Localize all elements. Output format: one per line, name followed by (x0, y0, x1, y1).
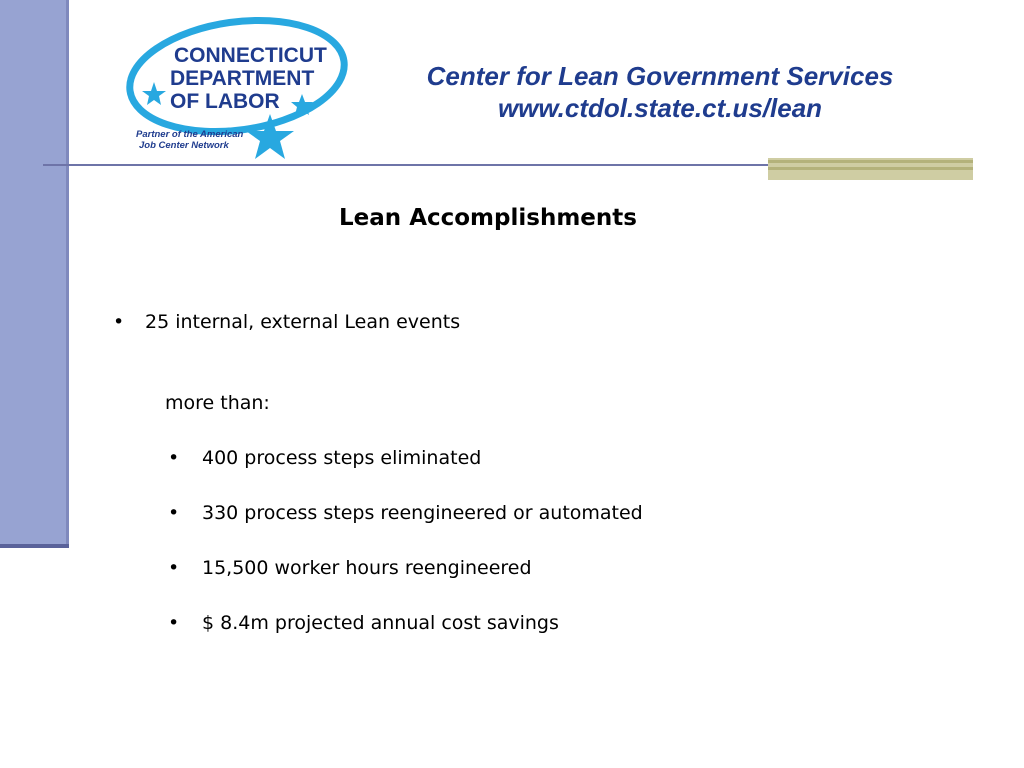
olive-accent-bar (768, 158, 973, 180)
lead-in-text: more than: (165, 392, 270, 414)
left-bar-bottom-rule (0, 544, 69, 548)
org-url: www.ctdol.state.ct.us/lean (497, 93, 823, 123)
ct-department-of-labor-logo (122, 14, 362, 164)
list-item-text: 15,500 worker hours reengineered (202, 557, 532, 579)
bullet-icon: • (168, 447, 180, 469)
logo-line3: OF LABOR (170, 90, 280, 113)
slide-title: Lean Accomplishments (339, 205, 637, 231)
main-bullet-text: 25 internal, external Lean events (145, 311, 461, 333)
logo-tagline-1: Partner of the American (136, 129, 244, 140)
bullet-icon: • (168, 612, 180, 634)
bullet-icon: • (168, 557, 180, 579)
logo-tagline-2: Job Center Network (139, 140, 229, 151)
list-item-text: 400 process steps eliminated (202, 447, 482, 469)
star-icon (142, 82, 166, 105)
left-decorative-bar (0, 0, 66, 545)
list-item-text: 330 process steps reengineered or automated (202, 502, 643, 524)
list-item-text: $ 8.4m projected annual cost savings (202, 612, 559, 634)
org-header (360, 60, 960, 124)
logo-line1: CONNECTICUT (174, 44, 327, 67)
bullet-icon: • (168, 502, 180, 524)
left-bar-edge (66, 0, 69, 545)
logo-line2: DEPARTMENT (170, 67, 315, 90)
org-title: Center for Lean Government Services (426, 61, 894, 91)
bullet-icon: • (113, 311, 125, 333)
